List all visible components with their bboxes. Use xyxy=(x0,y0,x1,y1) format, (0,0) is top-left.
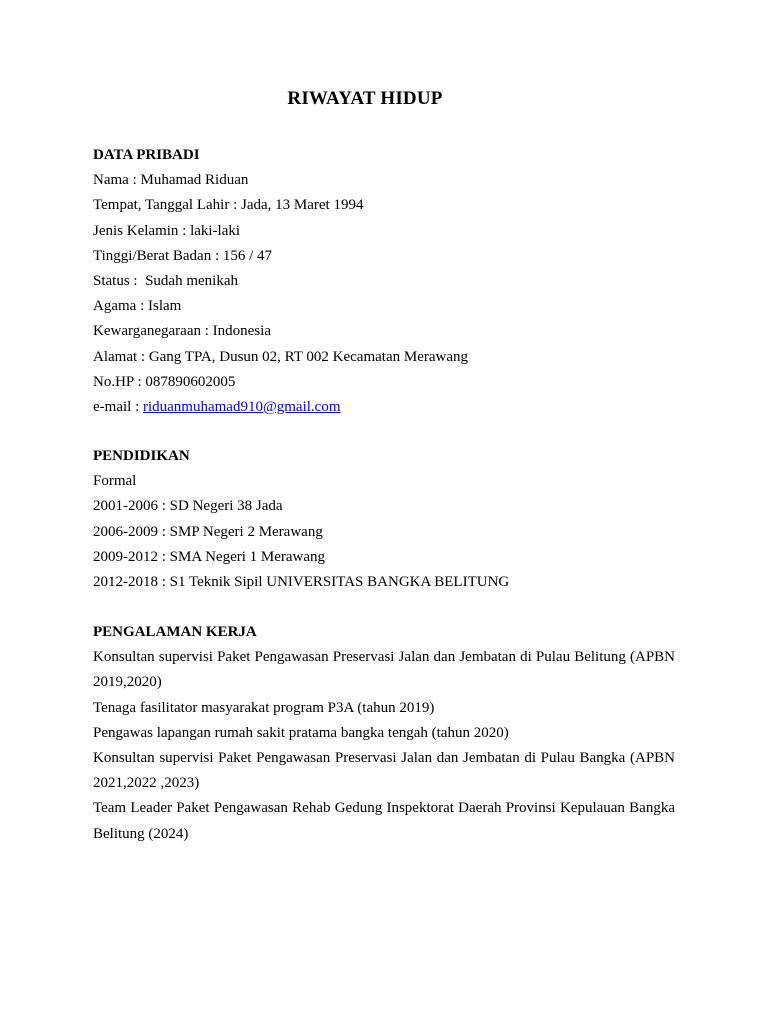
education-heading: PENDIDIKAN xyxy=(93,448,190,464)
email-line xyxy=(93,395,675,420)
height-weight-line: Tinggi/Berat Badan : 156 / 47 xyxy=(93,247,273,264)
experience-item: Konsultan supervisi Paket Pengawasan Preservasi Jalan dan Jembatan di Pulau Bangka (APBN 2021,2022 ,2023) xyxy=(93,749,675,792)
experience-item: Team Leader Paket Pengawasan Rehab Gedung Inspektorat Daerah Provinsi Kepulauan Bangka Belitung (2024) xyxy=(93,800,675,842)
email-label: e-mail : xyxy=(93,398,143,415)
birth-line: Tempat, Tanggal Lahir : Jada, 13 Maret 1994 xyxy=(93,197,364,214)
page-title: RIWAYAT HIDUP xyxy=(287,88,443,109)
email-link[interactable]: riduanmuhamad910@gmail.com xyxy=(142,398,341,415)
name-line: Nama : Muhamad Riduan xyxy=(93,172,249,189)
experience-item: Tenaga fasilitator masyarakat program P3A (tahun 2019) xyxy=(93,699,435,716)
education-item: 2006-2009 : SMP Negeri 2 Merawang xyxy=(93,523,323,540)
religion-line: Agama : Islam xyxy=(93,298,182,315)
education-item: 2012-2018 : S1 Teknik Sipil UNIVERSITAS BANGKA BELITUNG xyxy=(93,573,510,590)
phone-line: No.HP : 087890602005 xyxy=(93,373,236,390)
citizenship-line: Kewarganegaraan : Indonesia xyxy=(93,323,271,340)
education-item: 2009-2012 : SMA Negeri 1 Merawang xyxy=(93,548,326,565)
experience-heading: PENGALAMAN KERJA xyxy=(93,624,257,640)
experience-section xyxy=(93,620,675,847)
gender-line: Jenis Kelamin : laki-laki xyxy=(93,222,241,239)
education-item: 2001-2006 : SD Negeri 38 Jada xyxy=(93,498,283,515)
personal-data-section xyxy=(93,143,675,420)
experience-item: Konsultan supervisi Paket Pengawasan Preservasi Jalan dan Jembatan di Pulau Belitung (APBN 2019,2020) xyxy=(93,649,675,691)
address-line: Alamat : Gang TPA, Dusun 02, RT 002 Kecamatan Merawang xyxy=(93,348,469,365)
status-line: Status : Sudah menikah xyxy=(93,272,238,289)
education-section xyxy=(93,444,675,595)
experience-item: Pengawas lapangan rumah sakit pratama bangka tengah (tahun 2020) xyxy=(93,724,509,741)
personal-data-heading: DATA PRIBADI xyxy=(93,147,200,163)
education-subheading: Formal xyxy=(93,473,137,490)
